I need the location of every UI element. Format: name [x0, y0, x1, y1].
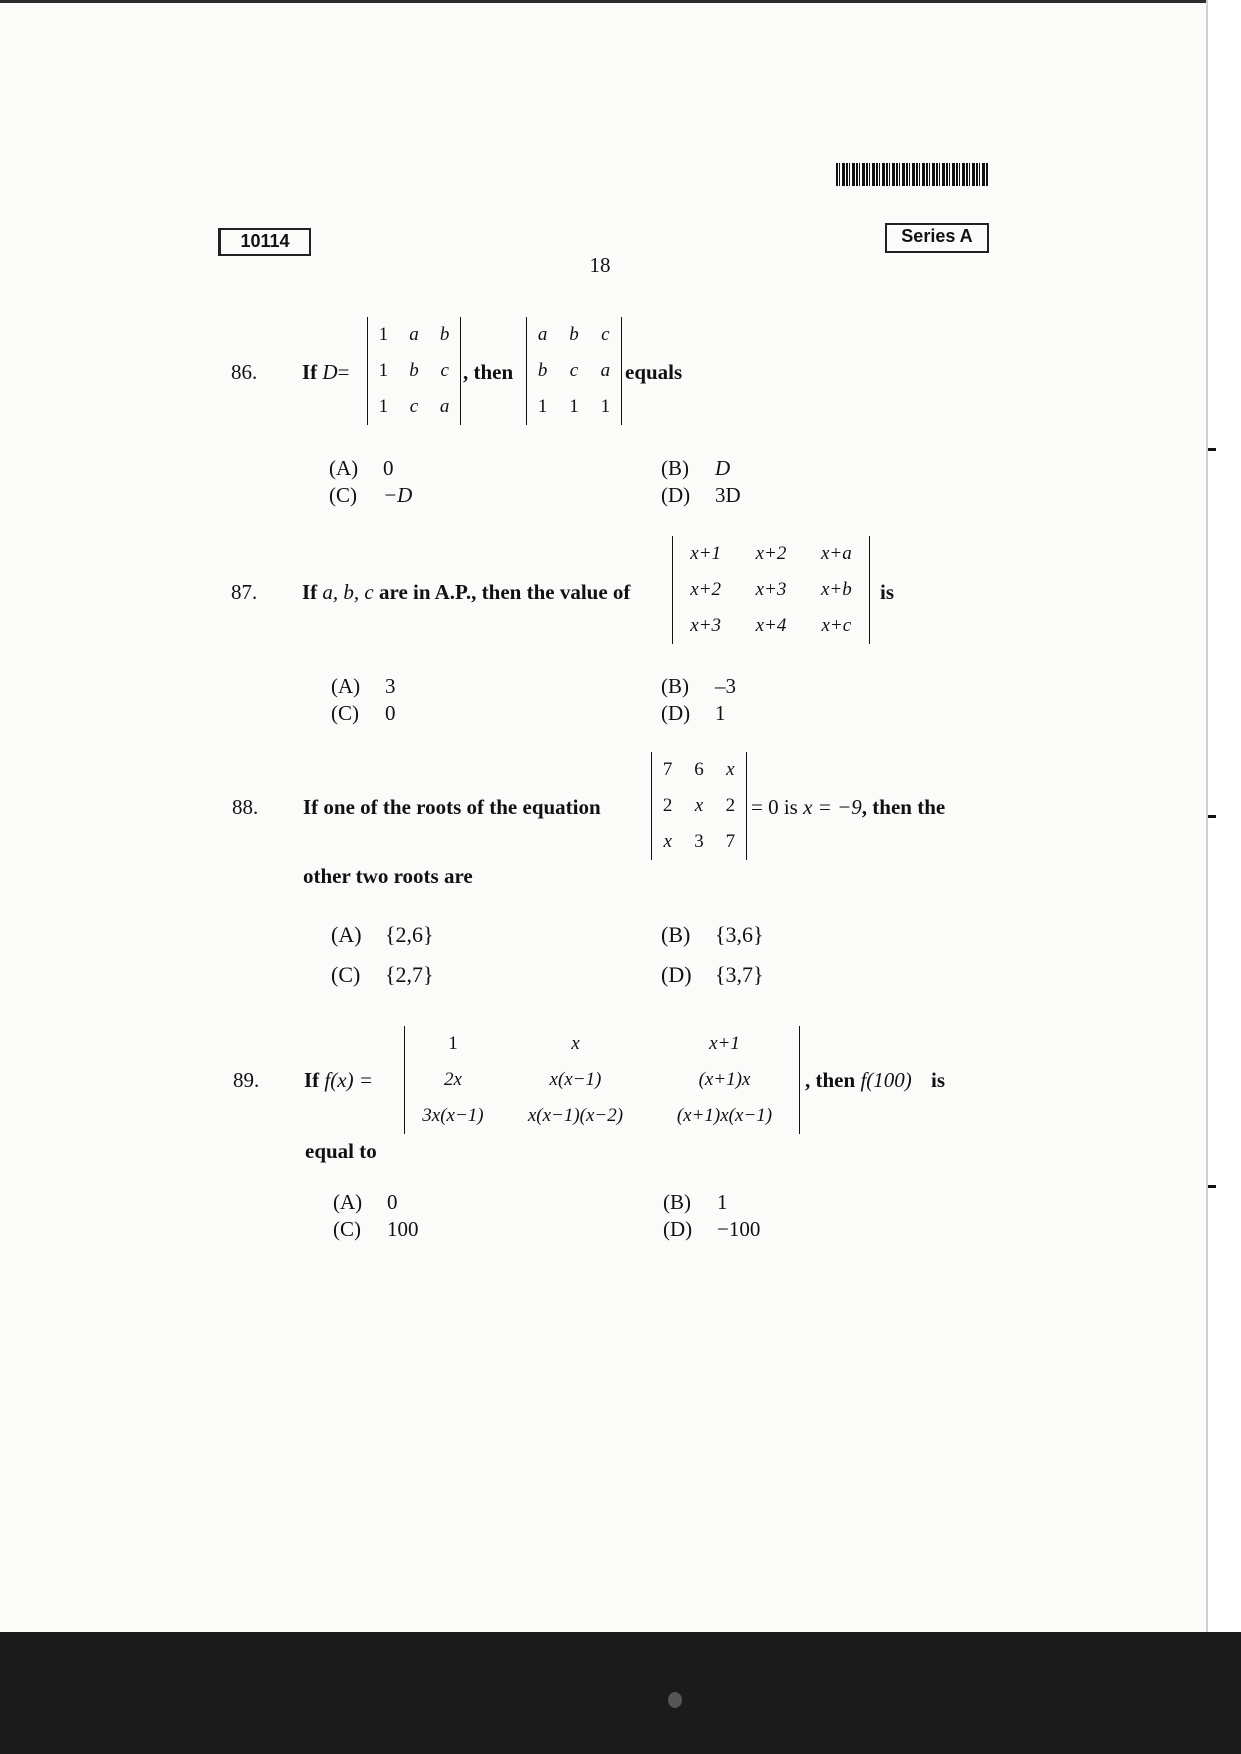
matrix-cell: (x+1)x — [698, 1069, 751, 1090]
option-d[interactable] — [661, 962, 764, 988]
matrix-row — [405, 1062, 799, 1098]
question-text-line2: equal to — [305, 1139, 377, 1163]
matrix-row — [527, 389, 621, 425]
option-d[interactable] — [661, 483, 741, 508]
equals-sign: = — [337, 360, 350, 384]
text-eq-zero: = 0 is — [751, 795, 798, 819]
matrix-row — [527, 353, 621, 389]
matrix-cell: 1 — [378, 324, 389, 345]
option-c[interactable] — [329, 483, 412, 508]
matrix-cell: x+a — [820, 543, 852, 564]
question-text — [302, 580, 630, 605]
question-number: 86. — [231, 360, 258, 384]
matrix-cell: a — [439, 396, 450, 417]
text-ap: are in A.P., then the value of — [379, 580, 631, 604]
matrix-cell: x+c — [821, 615, 852, 636]
matrix-cell: 1 — [378, 360, 389, 381]
option-d[interactable] — [663, 1217, 760, 1242]
matrix-row — [405, 1026, 799, 1062]
paper-code: 10114 — [218, 228, 311, 256]
determinant — [672, 536, 870, 644]
text-is: is — [880, 580, 895, 604]
option-label: (A) — [333, 1190, 363, 1214]
option-value: 3D — [715, 483, 741, 507]
option-a[interactable] — [331, 922, 434, 948]
matrix-cell: 2x — [444, 1069, 462, 1090]
question-text-continued — [805, 1068, 945, 1093]
option-a[interactable] — [331, 674, 396, 699]
option-value: −D — [383, 483, 413, 507]
determinant — [404, 1026, 800, 1134]
scan-artifact — [668, 1692, 682, 1708]
option-value: 1 — [715, 701, 726, 725]
option-value: –3 — [715, 674, 736, 698]
determinant-d — [367, 317, 461, 425]
text-equals: equals — [625, 360, 683, 384]
matrix-cell: x+4 — [755, 615, 787, 636]
matrix-cell: 2 — [662, 795, 673, 816]
margin-mark — [1208, 448, 1216, 451]
matrix-row — [673, 608, 869, 644]
matrix-cell: x(x−1)(x−2) — [527, 1105, 624, 1126]
option-value: {2,6} — [385, 922, 434, 947]
matrix-cell: c — [569, 360, 579, 381]
text-if: If — [302, 580, 318, 604]
root-value: x = −9 — [803, 795, 862, 819]
matrix-cell: (x+1)x(x−1) — [676, 1105, 773, 1126]
matrix-cell: x — [663, 831, 672, 852]
option-label: (A) — [331, 922, 362, 947]
page-top-border — [0, 0, 1241, 3]
matrix-cell: x+2 — [690, 579, 722, 600]
option-value: 3 — [385, 674, 396, 698]
matrix-cell: x+b — [820, 579, 852, 600]
option-label: (A) — [329, 456, 359, 480]
matrix-cell: a — [600, 360, 611, 381]
option-label: (B) — [661, 922, 691, 947]
option-label: (B) — [661, 674, 689, 698]
matrix-cell: a — [409, 324, 419, 345]
matrix-row — [405, 1098, 799, 1134]
matrix-row — [673, 572, 869, 608]
matrix-cell: 6 — [694, 759, 704, 780]
margin-mark — [1208, 815, 1216, 818]
determinant-2 — [526, 317, 622, 425]
text-if: If — [302, 360, 318, 384]
vars-abc: a, b, c — [322, 580, 374, 604]
matrix-cell: c — [601, 324, 610, 345]
matrix-cell: x — [694, 795, 704, 816]
question-text: If one of the roots of the equation — [303, 795, 601, 819]
option-label: (B) — [661, 456, 689, 480]
option-d[interactable] — [661, 701, 726, 726]
matrix-row — [368, 317, 460, 353]
option-label: (D) — [661, 962, 692, 987]
var-d: D — [322, 360, 338, 384]
option-c[interactable] — [331, 962, 434, 988]
determinant — [651, 752, 747, 860]
matrix-cell: 1 — [569, 396, 579, 417]
option-a[interactable] — [329, 456, 394, 481]
matrix-cell: 2 — [725, 795, 736, 816]
matrix-row — [652, 824, 746, 860]
option-value: −100 — [717, 1217, 761, 1241]
text-is: is — [931, 1068, 946, 1092]
option-b[interactable] — [663, 1190, 728, 1215]
barcode — [836, 163, 988, 186]
option-value: 0 — [383, 456, 394, 480]
question-number: 89. — [233, 1068, 260, 1092]
matrix-cell: x+1 — [709, 1033, 740, 1054]
matrix-cell: 1 — [378, 396, 389, 417]
option-label: (C) — [331, 701, 359, 725]
page-number: 18 — [589, 253, 611, 277]
option-value: 0 — [387, 1190, 398, 1214]
option-c[interactable] — [331, 701, 396, 726]
question-number: 87. — [231, 580, 258, 604]
option-value: {2,7} — [385, 962, 434, 987]
option-label: (C) — [331, 962, 361, 987]
matrix-cell: x — [726, 759, 735, 780]
margin-mark — [1208, 1185, 1216, 1188]
matrix-cell: 3x(x−1) — [422, 1105, 484, 1126]
page-right-margin — [1206, 0, 1241, 1632]
question-text-continued — [751, 795, 945, 820]
matrix-cell: x+1 — [690, 543, 722, 564]
option-label: (A) — [331, 674, 361, 698]
matrix-cell: x+3 — [755, 579, 787, 600]
scanner-bottom-band — [0, 1632, 1241, 1754]
matrix-cell: 1 — [600, 396, 611, 417]
question-number: 88. — [232, 795, 259, 819]
option-b[interactable] — [661, 922, 764, 948]
option-label: (C) — [329, 483, 357, 507]
option-label: (D) — [661, 701, 691, 725]
matrix-cell: b — [569, 324, 579, 345]
matrix-row — [652, 788, 746, 824]
option-value: {3,7} — [715, 962, 764, 987]
matrix-row — [368, 353, 460, 389]
matrix-cell: a — [537, 324, 548, 345]
option-label: (B) — [663, 1190, 691, 1214]
text-then: , then — [805, 1068, 856, 1092]
option-b[interactable] — [661, 456, 730, 481]
matrix-cell: c — [409, 396, 419, 417]
matrix-row — [673, 536, 869, 572]
series-label: Series A — [885, 223, 989, 253]
option-value: D — [715, 456, 731, 480]
option-value: 0 — [385, 701, 396, 725]
option-value: 100 — [387, 1217, 419, 1241]
matrix-row — [527, 317, 621, 353]
matrix-cell: x(x−1) — [549, 1069, 602, 1090]
matrix-cell: x+3 — [690, 615, 722, 636]
text-if: If — [304, 1068, 320, 1092]
matrix-cell: x — [571, 1033, 580, 1054]
function-f100: f(100) — [860, 1068, 912, 1092]
matrix-row — [652, 752, 746, 788]
option-label: (D) — [661, 483, 691, 507]
matrix-cell: 7 — [662, 759, 673, 780]
matrix-row — [368, 389, 460, 425]
matrix-cell: b — [537, 360, 548, 381]
matrix-cell: 7 — [725, 831, 736, 852]
matrix-cell: c — [440, 360, 449, 381]
option-b[interactable] — [661, 674, 736, 699]
matrix-cell: b — [439, 324, 450, 345]
question-text — [302, 360, 349, 385]
matrix-cell: 1 — [448, 1033, 458, 1054]
function-f: f(x) = — [324, 1068, 373, 1092]
option-label: (D) — [663, 1217, 693, 1241]
text-then-the: , then the — [861, 795, 946, 819]
option-c[interactable] — [333, 1217, 419, 1242]
matrix-cell: b — [409, 360, 419, 381]
matrix-cell: 1 — [537, 396, 548, 417]
option-label: (C) — [333, 1217, 361, 1241]
question-text — [304, 1068, 373, 1093]
matrix-cell: 3 — [694, 831, 704, 852]
option-value: {3,6} — [715, 922, 764, 947]
option-value: 1 — [717, 1190, 728, 1214]
text-then: , then — [463, 360, 514, 384]
matrix-cell: x+2 — [755, 543, 787, 564]
option-a[interactable] — [333, 1190, 398, 1215]
question-text-line2: other two roots are — [303, 864, 473, 888]
